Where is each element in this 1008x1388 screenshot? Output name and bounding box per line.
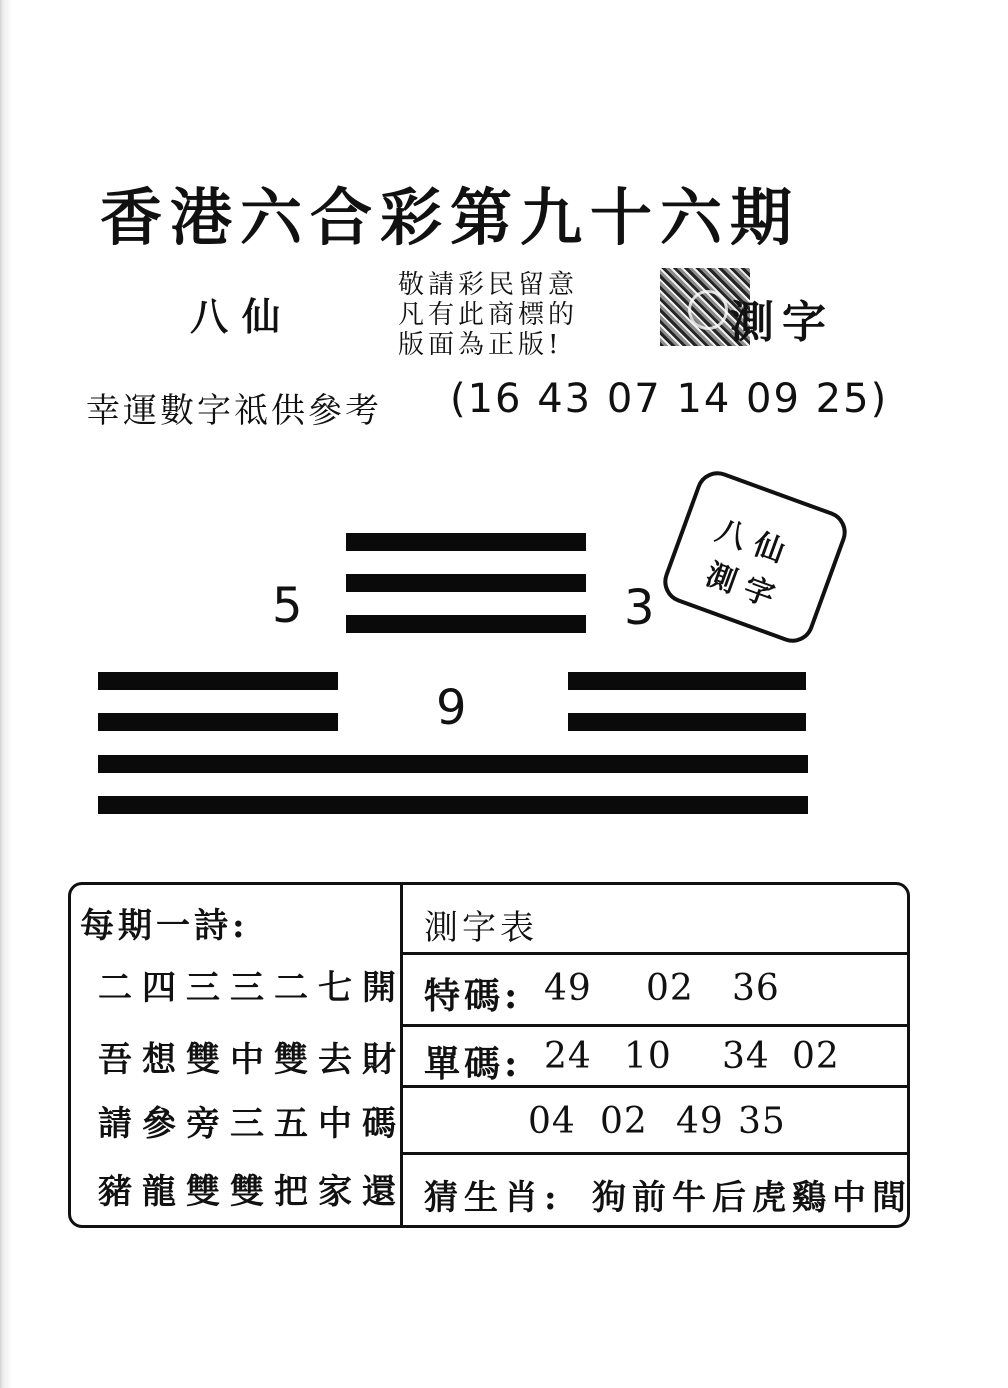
trigram-line (346, 533, 586, 551)
notice-line: 版面為正版! (398, 330, 563, 360)
single-code-value: 35 (738, 1101, 786, 1142)
row-divider (403, 1152, 909, 1155)
lucky-numbers: (16 43 07 14 09 25) (450, 376, 889, 422)
poem-line: 二四三三二七開 (98, 968, 406, 1008)
lucky-numbers-label: 幸運數字祗供參考 (86, 391, 382, 431)
row-divider (403, 1024, 909, 1027)
trigram-line (346, 574, 586, 592)
special-code-value: 36 (732, 968, 780, 1009)
table-title: 測字表 (424, 908, 538, 948)
trigram-line-broken-left (98, 672, 338, 690)
stamp-text: 八仙 (711, 513, 799, 574)
poem-title: 每期一詩: (80, 906, 249, 946)
trigram-line (98, 755, 808, 773)
page-title: 香港六合彩第九十六期 (100, 181, 801, 254)
special-code-value: 49 (544, 968, 592, 1009)
single-code-value: 10 (624, 1036, 672, 1077)
single-code-value: 34 (722, 1036, 770, 1077)
zodiac-value: 狗前牛后虎鷄中間 (592, 1178, 912, 1218)
trigram-line-broken-left (98, 713, 338, 731)
trigram-line (346, 615, 586, 633)
hexagram-left-number: 5 (272, 578, 303, 634)
hexagram-right-number: 3 (624, 580, 655, 636)
notice-line: 凡有此商標的 (398, 300, 579, 330)
single-code-value: 02 (600, 1101, 648, 1142)
logo-text: 測字 (730, 297, 834, 348)
poem-line: 吾想雙中雙去財 (98, 1040, 406, 1080)
special-code-label: 特碼: (424, 975, 522, 1017)
stamp-text: 測字 (701, 557, 789, 618)
trigram-line-broken-right (568, 713, 806, 731)
scan-edge (0, 0, 12, 1388)
notice-line: 敬請彩民留意 (398, 270, 579, 300)
row-divider (403, 952, 909, 955)
wheel-icon (688, 290, 728, 330)
trigram-line (98, 796, 808, 814)
hexagram-center-number: 9 (436, 680, 467, 736)
single-code-value: 02 (792, 1036, 840, 1077)
poem-line: 請參旁三五中碼 (98, 1104, 406, 1144)
zodiac-label: 猜生肖: (424, 1178, 563, 1218)
trigram-line-broken-right (568, 672, 806, 690)
single-code-value: 04 (528, 1101, 576, 1142)
single-code-value: 24 (544, 1036, 592, 1077)
single-code-value: 49 (676, 1101, 724, 1142)
poem-line: 豬龍雙雙把家還 (98, 1172, 406, 1212)
special-code-value: 02 (646, 968, 694, 1009)
trademark-notice (398, 270, 578, 360)
brand-name: 八仙 (190, 294, 295, 339)
single-code-label: 單碼: (424, 1043, 522, 1085)
